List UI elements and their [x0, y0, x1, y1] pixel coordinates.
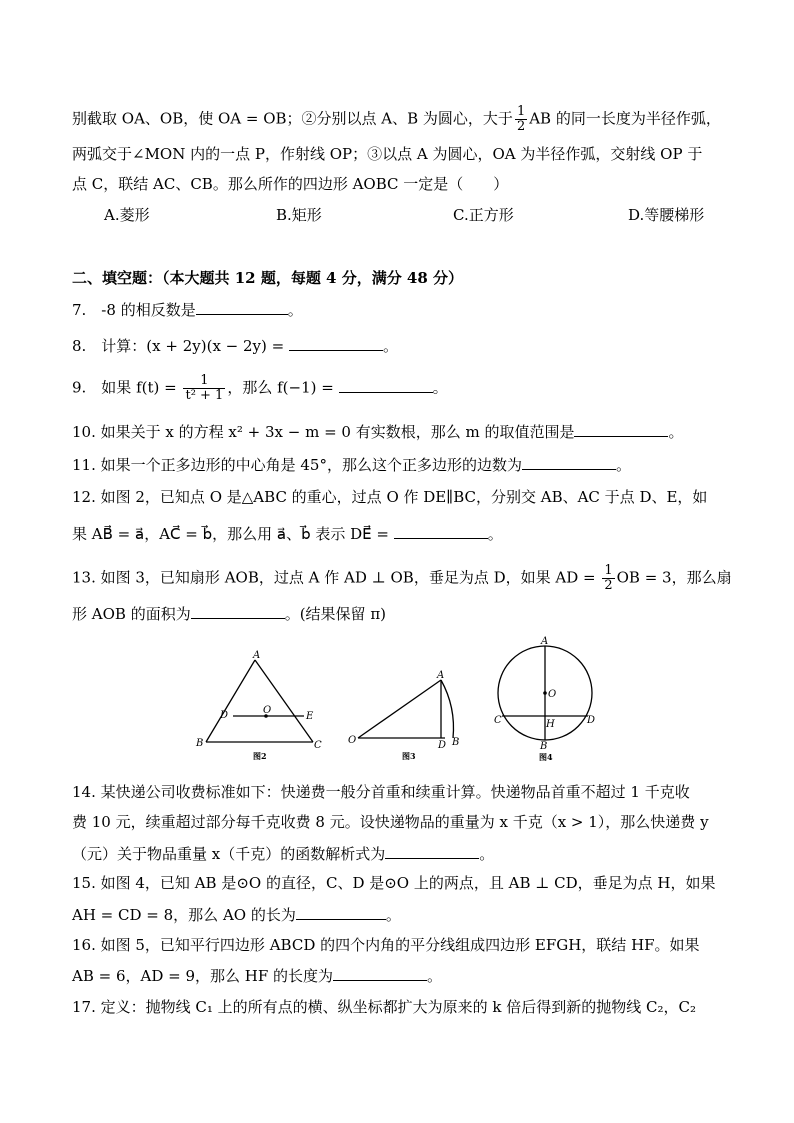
q13-line-2-b: 。(结果保留 π) — [284, 605, 387, 623]
q9-frac-denominator: t² + 1 — [185, 388, 224, 403]
q9-end: 。 — [432, 378, 448, 397]
fig3-caption: 图3 — [402, 751, 416, 761]
q14-line-2: 费 10 元，续重超过部分每千克收费 8 元。设快递物品的重量为 x 千克（x > 1），那么快递费 y — [72, 813, 709, 831]
q15-line-2-a: AH = CD = 8，那么 AO 的长为 — [72, 906, 296, 924]
q6-frac-denominator: 2 — [516, 119, 526, 134]
q14-answer-blank[interactable] — [385, 844, 479, 859]
q9-answer-blank[interactable] — [339, 378, 433, 393]
q16-answer-blank[interactable] — [333, 966, 427, 981]
q13-fraction — [602, 564, 614, 593]
fig2-caption: 图2 — [253, 751, 267, 761]
fig3-label-d: D — [438, 740, 447, 751]
fig4-label-b: B — [540, 741, 548, 752]
q9-post: ，那么 f(−1) = — [227, 378, 339, 397]
q11 — [72, 454, 631, 476]
fig4-label-d: D — [587, 715, 596, 726]
q9-frac-numerator: 1 — [183, 374, 225, 389]
q13-frac-denominator: 2 — [604, 578, 613, 593]
q9 — [72, 374, 448, 403]
q6-line-3: 点 C，联结 AC、CB。那么所作的四边形 AOBC 一定是（ ） — [72, 175, 509, 193]
fig3-label-o: O — [348, 735, 357, 746]
fig2-label-o: O — [263, 705, 272, 716]
q16-line-1: 16. 如图 5，已知平行四边形 ABCD 的四个内角的平分线组成四边形 EFGH，联结 HF。如果 — [72, 936, 700, 954]
q6-line-1-a: 别截取 OA、OB，使 OA = OB；②分别以点 A、B 为圆心，大于 — [72, 109, 513, 128]
q6-fraction — [515, 105, 527, 134]
q6-option-c: C.正方形 — [453, 206, 514, 224]
fig2-label-e: E — [306, 711, 314, 722]
q15-answer-blank[interactable] — [296, 905, 386, 920]
q12-end: 。 — [487, 525, 503, 543]
fig3-label-b: B — [452, 737, 460, 748]
q15-line-1: 15. 如图 4，已知 AB 是⊙O 的直径，C、D 是⊙O 上的两点，且 AB ⊥ CD，垂足为点 H，如果 — [72, 874, 716, 892]
fig4-label-a: A — [541, 636, 549, 647]
figure-4 — [490, 632, 605, 765]
section-2-title: 二、填空题：（本大题共 12 题，每题 4 分，满分 48 分） — [72, 269, 464, 287]
fig2-label-c: C — [314, 740, 322, 751]
q12-line-2 — [72, 523, 503, 545]
q10-answer-blank[interactable] — [574, 422, 668, 437]
q10-text: 10. 如果关于 x 的方程 x² + 3x − m = 0 有实数根，那么 m 的取值范围是 — [72, 423, 575, 441]
q15-end: 。 — [385, 906, 401, 924]
q10-end: 。 — [668, 423, 684, 441]
q13-line-2 — [72, 603, 386, 625]
q14-line-3 — [72, 843, 494, 865]
fig2-label-a: A — [253, 650, 261, 661]
q6-line-2: 两弧交于∠MON 内的一点 P，作射线 OP；③以点 A 为圆心，OA 为半径作弧，交射线 OP 于 — [72, 145, 703, 163]
q12-line-1: 12. 如图 2，已知点 O 是△ABC 的重心，过点 O 作 DE∥BC，分别交 AB、AC 于点 D、E，如 — [72, 488, 708, 506]
q7-answer-blank[interactable] — [196, 300, 288, 315]
q7-text: 7. -8 的相反数是 — [72, 301, 196, 319]
fig2-label-d: D — [220, 710, 229, 721]
q6-frac-numerator: 1 — [516, 104, 526, 119]
q11-end: 。 — [615, 456, 631, 474]
q13-line-2-a: 形 AOB 的面积为 — [72, 605, 191, 623]
figure-2 — [193, 638, 329, 764]
q12-answer-blank[interactable] — [394, 524, 488, 539]
fig2-label-b: B — [196, 738, 204, 749]
q12-line-2-text: 果 AB⃗ = a⃗，AC⃗ = b⃗，那么用 a⃗、b⃗ 表示 DE⃗ = — [72, 525, 394, 543]
q14-line-1: 14. 某快递公司收费标准如下：快递费一般分首重和续重计算。快递物品首重不超过 1 千克收 — [72, 783, 690, 801]
q16-line-2-a: AB = 6，AD = 9，那么 HF 的长度为 — [72, 967, 334, 985]
q6-option-a: A.菱形 — [104, 206, 150, 224]
figure-3 — [345, 665, 470, 765]
fig4-caption: 图4 — [539, 752, 553, 762]
fig4-label-c: C — [494, 715, 502, 726]
q16-line-2 — [72, 965, 442, 987]
q14-end: 。 — [479, 845, 495, 863]
q6-line-1 — [72, 105, 721, 134]
q6-option-d: D.等腰梯形 — [628, 206, 705, 224]
q13-frac-numerator: 1 — [604, 563, 613, 578]
fig4-label-o: O — [548, 689, 557, 700]
q15-line-2 — [72, 904, 401, 926]
q6-line-1-b: AB 的同一长度为半径作弧， — [529, 109, 721, 128]
q8-text: 8. 计算：(x + 2y)(x − 2y) = — [72, 337, 289, 355]
q8-answer-blank[interactable] — [289, 336, 383, 351]
fig3-label-a: A — [437, 670, 445, 681]
q7-end: 。 — [287, 301, 303, 319]
q13-answer-blank[interactable] — [191, 604, 285, 619]
q8 — [72, 335, 398, 357]
q13-line-1 — [72, 564, 732, 593]
q7 — [72, 299, 303, 321]
q8-end: 。 — [383, 337, 399, 355]
q14-line-3-a: （元）关于物品重量 x（千克）的函数解析式为 — [72, 845, 386, 863]
q13-line-1-b: OB = 3，那么扇 — [616, 568, 732, 587]
q9-pre: 9. 如果 f(t) = — [72, 378, 182, 397]
q9-fraction — [183, 374, 225, 403]
fig4-label-h: H — [546, 719, 555, 730]
q10 — [72, 421, 684, 443]
q16-end: 。 — [427, 967, 443, 985]
q13-line-1-a: 13. 如图 3，已知扇形 AOB，过点 A 作 AD ⊥ OB，垂足为点 D，如果 AD = — [72, 568, 601, 587]
q17-line-1: 17. 定义：抛物线 C₁ 上的所有点的横、纵坐标都扩大为原来的 k 倍后得到新的抛物线 C₂，C₂ — [72, 998, 697, 1016]
q11-text: 11. 如果一个正多边形的中心角是 45°，那么这个正多边形的边数为 — [72, 456, 522, 474]
q6-option-b: B.矩形 — [276, 206, 322, 224]
q11-answer-blank[interactable] — [522, 455, 616, 470]
